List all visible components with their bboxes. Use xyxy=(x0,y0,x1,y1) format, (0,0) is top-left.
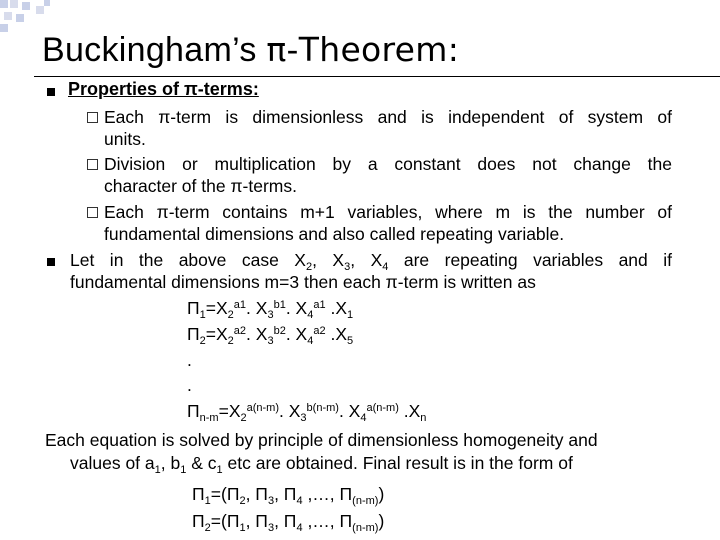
title-pi: π-Theorem: xyxy=(266,30,460,69)
equation-pi-n-m: $\Pi_{n-m}=X_2^{a(n-m)}$. $X_3^{b(n-m)}$. $X_4^{a(n-m)}$ $.X_n$ xyxy=(187,401,427,424)
property-1-line-1: Each π-term is dimensionless and is independent of system of xyxy=(104,107,672,127)
equation-pi-1: $\Pi_1=X_2^{a1}$. $X_3^{b1}$. $X_4^{a1}$ $.X_1$ xyxy=(187,298,354,321)
ellipsis-dot-1: . xyxy=(187,350,192,370)
solve-line-2: values of $a_1$, $b_1$ & $c_1$ etc are obtained. Final result is in the form of xyxy=(70,453,573,476)
hollow-checkbox-icon xyxy=(87,207,98,218)
solve-line-1: Each equation is solved by principle of dimensionless homogeneity and xyxy=(45,430,598,450)
result-pi-2: $\Pi_2=(\Pi_1$, $\Pi_3$, $\Pi_4$ ,…, $\Pi_{(n-m)}$) xyxy=(192,511,385,534)
case-line-2: fundamental dimensions m=3 then each π-term is written as xyxy=(70,272,536,292)
equation-pi-2: $\Pi_2=X_2^{a2}$. $X_3^{b2}$. $X_4^{a2}$ $.X_5$ xyxy=(187,324,354,347)
properties-heading: Properties of π-terms: xyxy=(68,79,259,99)
square-bullet-icon xyxy=(47,258,55,266)
slide-title: Buckingham’s π-Theorem: xyxy=(42,30,460,69)
hollow-checkbox-icon xyxy=(87,112,98,123)
ellipsis-dot-2: . xyxy=(187,375,192,395)
case-line-1: Let in the above case $X_2$, $X_3$, $X_4$ are repeating variables and if xyxy=(70,250,672,273)
property-2-line-2: character of the π-terms. xyxy=(104,176,297,196)
hollow-checkbox-icon xyxy=(87,159,98,170)
property-2-line-1: Division or multiplication by a constant does not change the xyxy=(104,154,672,174)
result-pi-1: $\Pi_1=(\Pi_2$, $\Pi_3$, $\Pi_4$ ,…, $\Pi_{(n-m)}$) xyxy=(192,484,385,507)
property-3-line-2: fundamental dimensions and also called repeating variable. xyxy=(104,224,565,244)
square-bullet-icon xyxy=(47,88,55,96)
property-1-line-2: units. xyxy=(104,129,146,149)
property-3-line-1: Each π-term contains m+1 variables, where m is the number of xyxy=(104,202,672,222)
title-divider xyxy=(34,76,720,77)
